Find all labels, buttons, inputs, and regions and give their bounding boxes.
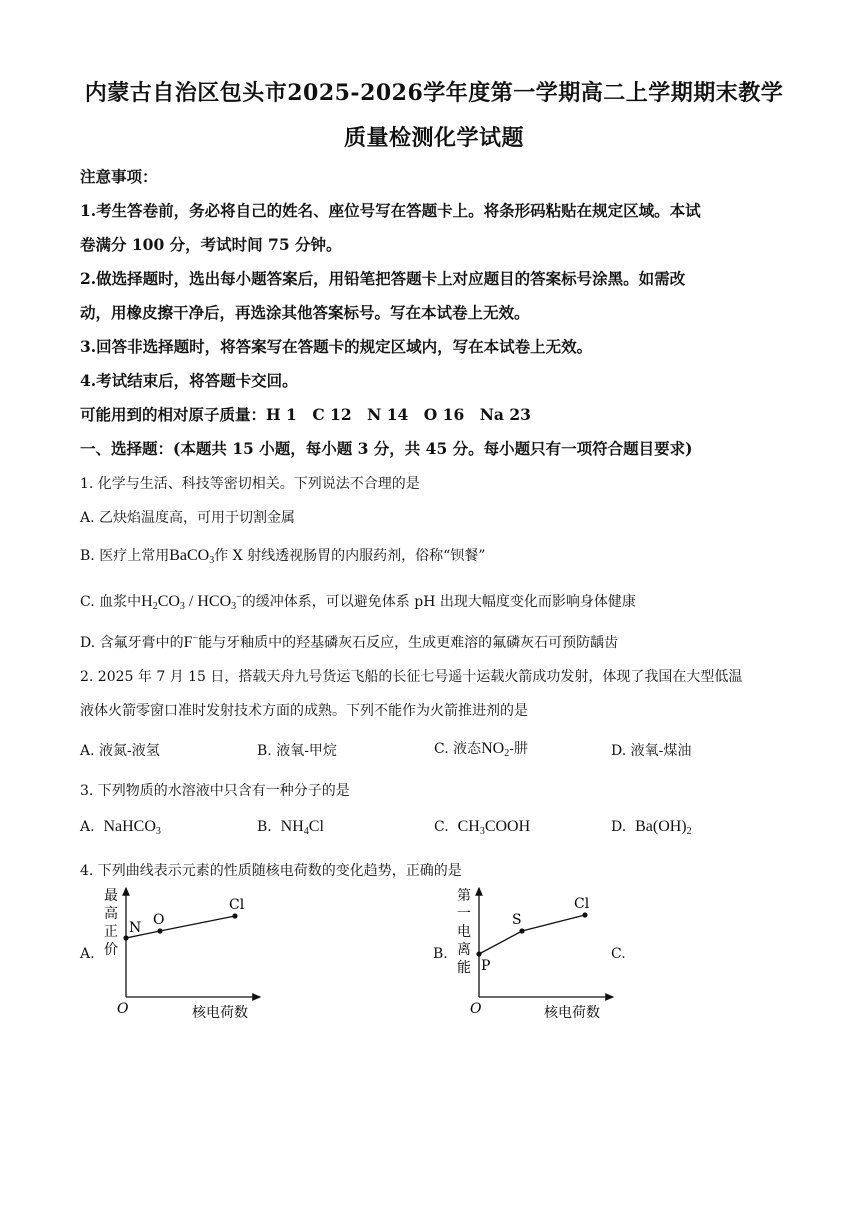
notice-item3: 3.回答非选择题时，将答案写在答题卡的规定区域内，写在本试卷上无效。 xyxy=(80,337,593,356)
q1-d-prefix: D. 含氟牙膏中的 xyxy=(80,635,184,651)
q1-b-formula-sub: 3 xyxy=(209,555,215,566)
q2-option-a: A. 液氮-液氢 xyxy=(80,743,160,759)
q1-b-formula xyxy=(169,547,214,564)
q2-c-formula xyxy=(481,740,509,757)
q3-a-sub: 3 xyxy=(155,826,161,837)
q1-c-h: H xyxy=(141,593,153,610)
q1-d-suffix: 能与牙釉质中的羟基磷灰石反应，生成更难溶的氟磷灰石可预防龋齿 xyxy=(198,635,619,651)
q3-a-label: A. xyxy=(80,819,95,835)
q4-stem: 4. 下列曲线表示元素的性质随核电荷数的变化趋势，正确的是 xyxy=(80,863,462,879)
q3-c-label: C. xyxy=(434,819,449,835)
q2-option-b: B. 液氧-甲烷 xyxy=(257,743,337,759)
q1-c-suffix: 的缓冲体系，可以避免体系 pH 出现大幅度变化而影响身体健康 xyxy=(241,594,636,610)
graph-a-y-label-2: 高 xyxy=(104,906,118,922)
q3-option-c xyxy=(434,818,530,837)
graph-a-label-cl: Cl xyxy=(229,897,245,913)
graph-a-point-n xyxy=(123,935,128,940)
graph-a-y-label-4: 价 xyxy=(104,942,118,958)
graph-a-curve xyxy=(126,916,235,938)
q3-a-main: NaHCO xyxy=(103,818,156,835)
q3-b-cl: Cl xyxy=(308,818,324,835)
graph-b-x-label: 核电荷数 xyxy=(544,1005,600,1021)
q1-b-prefix: B. 医疗上常用 xyxy=(80,548,170,564)
graph-b-curve xyxy=(479,915,585,954)
q2-c-sub: 2 xyxy=(504,748,510,759)
q1-d-sup: − xyxy=(192,633,199,644)
q2-option-d: D. 液氧-煤油 xyxy=(611,743,692,759)
q2-option-c xyxy=(434,738,528,759)
q1-c-prefix: C. 血浆中 xyxy=(80,594,142,610)
q1-option-b xyxy=(80,545,485,566)
q3-option-b xyxy=(257,818,324,837)
q4-option-b-label: B. xyxy=(433,946,448,962)
q3-stem: 3. 下列物质的水溶液中只含有一种分子的是 xyxy=(80,783,350,799)
q3-option-d xyxy=(611,818,692,837)
q4-graph-b xyxy=(450,880,630,1025)
q3-d-main: Ba(OH) xyxy=(635,818,687,835)
q3-d-sub: 2 xyxy=(686,826,692,837)
graph-b-label-cl: Cl xyxy=(574,896,590,912)
notice-heading: 注意事项： xyxy=(80,167,158,186)
q3-b-formula xyxy=(281,818,324,835)
q2-c-no: NO xyxy=(481,740,505,757)
q4-option-a-label: A. xyxy=(80,946,95,962)
q1-stem: 1. 化学与生活、科技等密切相关。下列说法不合理的是 xyxy=(80,476,420,492)
graph-b-y-label-5: 能 xyxy=(457,960,471,976)
graph-a-y-label-3: 正 xyxy=(104,924,118,940)
q2-c-suffix: -肼 xyxy=(509,741,528,757)
graph-b-point-p xyxy=(476,951,481,956)
graph-b-y-label-4: 离 xyxy=(457,942,471,958)
graph-a-point-o xyxy=(157,928,162,933)
q3-c-ch: CH xyxy=(457,818,480,835)
q3-b-sub: 4 xyxy=(303,826,309,837)
exam-title-line2: 质量检测化学试题 xyxy=(343,125,524,151)
q1-c-hco: / HCO xyxy=(184,593,232,610)
q3-a-formula xyxy=(103,818,160,835)
q1-option-a: A. 乙炔焰温度高，可用于切割金属 xyxy=(80,510,296,526)
atomic-mass-line: 可能用到的相对原子质量：H 1 C 12 N 14 O 16 Na 23 xyxy=(80,405,531,424)
section1-heading: 一、选择题：(本题共 15 小题，每小题 3 分，共 45 分。每小题只有一项符合题目要求) xyxy=(80,439,693,458)
q1-c-sup3: − xyxy=(236,592,242,603)
graph-a-x-label: 核电荷数 xyxy=(192,1005,248,1021)
q3-c-formula xyxy=(458,818,531,835)
graph-a-y-label-1: 最 xyxy=(104,888,118,904)
q1-b-formula-main: BaCO xyxy=(169,547,210,564)
q1-c-formula xyxy=(141,593,242,610)
graph-b-label-s: S xyxy=(512,912,522,928)
graph-a-label-n: N xyxy=(129,920,142,936)
graph-b-y-label-2: 一 xyxy=(457,906,471,922)
q1-c-co: CO xyxy=(157,593,180,610)
graph-a-origin: O xyxy=(117,1001,129,1017)
notice-item2-line1: 2.做选择题时，选出每小题答案后，用铅笔把答题卡上对应题目的答案标号涂黑。如需改 xyxy=(80,269,686,288)
q1-option-d xyxy=(80,632,618,652)
q3-option-a xyxy=(80,818,161,837)
graph-b-y-label-3: 电 xyxy=(457,924,471,940)
q1-option-c xyxy=(80,591,636,612)
q2-c-prefix: C. 液态 xyxy=(434,741,482,757)
graph-a-label-o: O xyxy=(153,912,165,928)
q3-d-formula xyxy=(635,818,692,835)
q1-d-f: F xyxy=(183,634,193,651)
q3-d-label: D. xyxy=(611,819,627,835)
notice-item4: 4.考试结束后，将答题卡交回。 xyxy=(80,371,298,390)
q1-c-sub1: 2 xyxy=(152,601,158,612)
graph-b-origin: O xyxy=(470,1001,482,1017)
notice-item1-line2: 卷满分 100 分，考试时间 75 分钟。 xyxy=(80,235,342,254)
q2-stem-line1: 2. 2025 年 7 月 15 日，搭载天舟九号货运飞船的长征七号遥十运载火箭成功发射，体现了我国在大型低温 xyxy=(80,669,743,685)
graph-b-point-s xyxy=(519,928,524,933)
notice-item2-line2: 动，用橡皮擦干净后，再选涂其他答案标号。写在本试卷上无效。 xyxy=(80,303,530,322)
graph-b-point-cl xyxy=(582,912,587,917)
graph-b-label-p: P xyxy=(481,958,491,974)
q3-b-nh: NH xyxy=(280,818,304,835)
q1-b-suffix: 作 X 射线透视肠胃的内服药剂，俗称“钡餐” xyxy=(214,548,486,564)
graph-a-point-cl xyxy=(232,913,237,918)
graph-b-y-label-1: 第 xyxy=(457,888,471,904)
q1-c-sub3: 3 xyxy=(231,601,237,612)
q1-c-sub2: 3 xyxy=(179,601,185,612)
q1-d-formula xyxy=(184,634,199,651)
q4-option-c-label: C. xyxy=(611,946,626,962)
q4-graph-a xyxy=(95,880,275,1025)
exam-title-line1: 内蒙古自治区包头市2025-2026学年度第一学期高二上学期期末教学 xyxy=(84,80,784,106)
q3-b-label: B. xyxy=(257,819,272,835)
q2-stem-line2: 液体火箭零窗口准时发射技术方面的成熟。下列不能作为火箭推进剂的是 xyxy=(80,703,528,719)
q3-c-cooh: COOH xyxy=(484,818,531,835)
notice-item1-line1: 1.考生答卷前，务必将自己的姓名、座位号写在答题卡上。将条形码粘贴在规定区域。本试 xyxy=(80,201,701,220)
q3-c-sub: 3 xyxy=(479,826,485,837)
